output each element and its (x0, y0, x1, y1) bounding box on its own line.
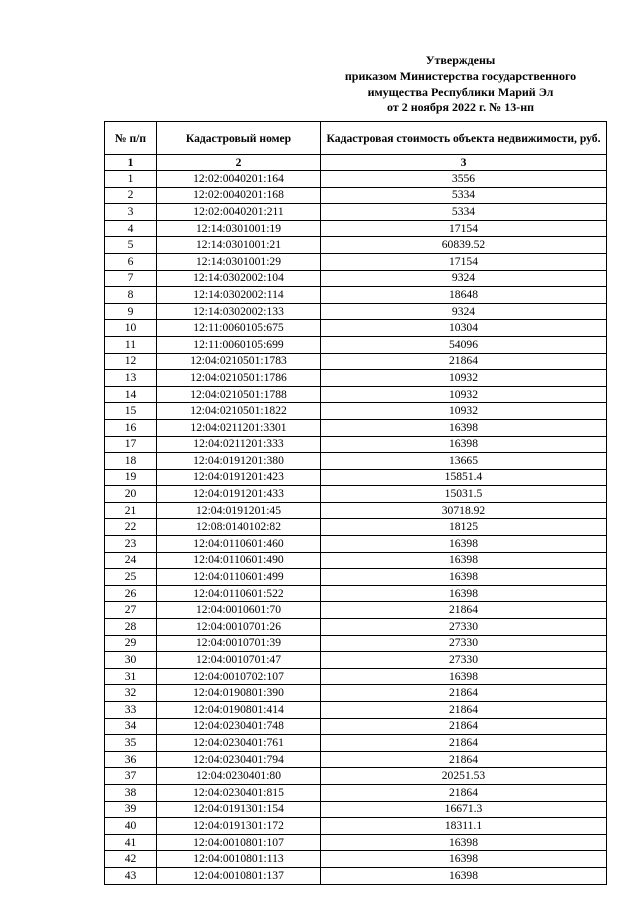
header-cadastral-number: Кадастровый номер (157, 122, 321, 155)
table-row (105, 453, 607, 470)
cell-cadastral-value: 16398 (321, 834, 607, 851)
cell-index: 25 (105, 569, 157, 586)
table-row (105, 867, 607, 884)
cell-index: 18 (105, 453, 157, 470)
table-row (105, 735, 607, 752)
table-row (105, 718, 607, 735)
approval-line-date: от 2 ноября 2022 г. № 13-нп (386, 100, 535, 115)
cell-index: 34 (105, 718, 157, 735)
cell-cadastral-value: 5334 (321, 204, 607, 221)
cell-cadastral-number: 12:04:0191201:423 (157, 469, 321, 486)
cell-cadastral-number: 12:14:0302002:114 (157, 287, 321, 304)
cell-cadastral-value: 21864 (321, 602, 607, 619)
cell-index: 9 (105, 303, 157, 320)
cell-cadastral-number: 12:04:0010701:47 (157, 652, 321, 669)
approval-line-ministry: имущества Республики Марий Эл (367, 84, 554, 99)
table-row (105, 784, 607, 801)
cell-cadastral-number: 12:04:0010801:137 (157, 867, 321, 884)
approval-block (318, 53, 603, 116)
cell-index: 1 (105, 171, 157, 188)
table-body (105, 171, 607, 885)
cell-cadastral-value: 27330 (321, 652, 607, 669)
cell-cadastral-number: 12:04:0010801:107 (157, 834, 321, 851)
cell-cadastral-number: 12:04:0230401:761 (157, 735, 321, 752)
cell-index: 24 (105, 552, 157, 569)
cell-cadastral-number: 12:04:0211201:3301 (157, 419, 321, 436)
cell-cadastral-number: 12:14:0301001:19 (157, 220, 321, 237)
cell-index: 29 (105, 635, 157, 652)
cell-cadastral-value: 9324 (321, 303, 607, 320)
table-row (105, 801, 607, 818)
cell-cadastral-number: 12:04:0191301:172 (157, 818, 321, 835)
cell-index: 8 (105, 287, 157, 304)
cell-index: 15 (105, 403, 157, 420)
cell-index: 11 (105, 336, 157, 353)
cadastral-value-table (104, 121, 607, 885)
table-row (105, 204, 607, 221)
cell-cadastral-number: 12:14:0301001:21 (157, 237, 321, 254)
cell-index: 23 (105, 536, 157, 553)
cell-index: 3 (105, 204, 157, 221)
cell-cadastral-number: 12:04:0211201:333 (157, 436, 321, 453)
cell-index: 41 (105, 834, 157, 851)
cell-cadastral-value: 16398 (321, 668, 607, 685)
approval-line-order: приказом Министерства государственного (344, 68, 577, 83)
table-row (105, 386, 607, 403)
cell-cadastral-number: 12:11:0060105:699 (157, 336, 321, 353)
cell-cadastral-value: 10304 (321, 320, 607, 337)
cell-cadastral-value: 30718.92 (321, 502, 607, 519)
cell-index: 16 (105, 419, 157, 436)
cell-index: 28 (105, 619, 157, 636)
table-row (105, 486, 607, 503)
cell-cadastral-number: 12:14:0301001:29 (157, 253, 321, 270)
table-row (105, 619, 607, 636)
cell-cadastral-number: 12:04:0191201:380 (157, 453, 321, 470)
cell-cadastral-value: 10932 (321, 403, 607, 420)
cell-index: 27 (105, 602, 157, 619)
table-row (105, 287, 607, 304)
table-header (105, 122, 607, 171)
cell-cadastral-value: 18125 (321, 519, 607, 536)
cell-cadastral-number: 12:04:0110601:499 (157, 569, 321, 586)
cell-cadastral-value: 16398 (321, 867, 607, 884)
table-row (105, 469, 607, 486)
cell-cadastral-value: 15031.5 (321, 486, 607, 503)
cell-cadastral-number: 12:04:0230401:794 (157, 751, 321, 768)
cell-index: 22 (105, 519, 157, 536)
table-row (105, 751, 607, 768)
cell-index: 42 (105, 851, 157, 868)
header-number-3: 3 (321, 155, 607, 171)
cell-cadastral-number: 12:04:0210501:1822 (157, 403, 321, 420)
cell-cadastral-value: 21864 (321, 702, 607, 719)
header-index: № п/п (105, 122, 157, 155)
cell-index: 39 (105, 801, 157, 818)
cell-index: 20 (105, 486, 157, 503)
cell-cadastral-value: 17154 (321, 220, 607, 237)
cell-cadastral-number: 12:04:0191201:433 (157, 486, 321, 503)
table-row (105, 602, 607, 619)
header-number-1: 1 (105, 155, 157, 171)
cell-index: 13 (105, 370, 157, 387)
cell-index: 36 (105, 751, 157, 768)
cell-cadastral-value: 18311.1 (321, 818, 607, 835)
cell-cadastral-number: 12:04:0190801:390 (157, 685, 321, 702)
cell-cadastral-number: 12:04:0210501:1783 (157, 353, 321, 370)
approval-line-approved: Утверждены (425, 53, 496, 67)
table-row (105, 536, 607, 553)
cell-cadastral-value: 21864 (321, 751, 607, 768)
cell-cadastral-value: 21864 (321, 718, 607, 735)
cell-cadastral-value: 16398 (321, 536, 607, 553)
cell-cadastral-value: 17154 (321, 253, 607, 270)
table-row (105, 668, 607, 685)
cell-cadastral-number: 12:04:0190801:414 (157, 702, 321, 719)
cell-cadastral-value: 16398 (321, 552, 607, 569)
cell-index: 12 (105, 353, 157, 370)
table-row (105, 569, 607, 586)
table-row (105, 353, 607, 370)
cell-index: 32 (105, 685, 157, 702)
cell-index: 10 (105, 320, 157, 337)
cell-cadastral-value: 3556 (321, 171, 607, 188)
cell-index: 5 (105, 237, 157, 254)
cell-cadastral-number: 12:02:0040201:211 (157, 204, 321, 221)
cell-index: 30 (105, 652, 157, 669)
cell-cadastral-number: 12:08:0140102:82 (157, 519, 321, 536)
cell-index: 26 (105, 585, 157, 602)
cell-cadastral-value: 15851.4 (321, 469, 607, 486)
table-row (105, 585, 607, 602)
cell-index: 2 (105, 187, 157, 204)
cell-cadastral-value: 10932 (321, 386, 607, 403)
cell-cadastral-value: 21864 (321, 685, 607, 702)
cell-index: 40 (105, 818, 157, 835)
table-row (105, 818, 607, 835)
cell-cadastral-number: 12:04:0110601:490 (157, 552, 321, 569)
table-row (105, 685, 607, 702)
cell-cadastral-number: 12:14:0302002:133 (157, 303, 321, 320)
cell-cadastral-value: 16398 (321, 419, 607, 436)
table-row (105, 320, 607, 337)
cell-index: 38 (105, 784, 157, 801)
cell-cadastral-value: 16671.3 (321, 801, 607, 818)
table-row (105, 851, 607, 868)
cell-cadastral-value: 16398 (321, 436, 607, 453)
table-row (105, 519, 607, 536)
cell-cadastral-number: 12:04:0230401:815 (157, 784, 321, 801)
table-row (105, 403, 607, 420)
cell-cadastral-value: 27330 (321, 619, 607, 636)
cell-cadastral-value: 60839.52 (321, 237, 607, 254)
cell-cadastral-value: 21864 (321, 735, 607, 752)
cell-cadastral-number: 12:04:0110601:460 (157, 536, 321, 553)
cell-index: 31 (105, 668, 157, 685)
cell-cadastral-number: 12:04:0230401:748 (157, 718, 321, 735)
cell-index: 6 (105, 253, 157, 270)
cell-index: 33 (105, 702, 157, 719)
cell-cadastral-number: 12:14:0302002:104 (157, 270, 321, 287)
cell-cadastral-value: 20251.53 (321, 768, 607, 785)
cell-cadastral-value: 18648 (321, 287, 607, 304)
cell-cadastral-value: 21864 (321, 784, 607, 801)
cell-index: 4 (105, 220, 157, 237)
cell-cadastral-value: 5334 (321, 187, 607, 204)
cell-cadastral-number: 12:04:0010702:107 (157, 668, 321, 685)
table-row (105, 436, 607, 453)
cell-cadastral-number: 12:04:0210501:1786 (157, 370, 321, 387)
cell-cadastral-number: 12:04:0210501:1788 (157, 386, 321, 403)
cell-cadastral-value: 54096 (321, 336, 607, 353)
cell-index: 7 (105, 270, 157, 287)
cell-cadastral-value: 21864 (321, 353, 607, 370)
table-row (105, 220, 607, 237)
cell-index: 43 (105, 867, 157, 884)
table-row (105, 502, 607, 519)
table-row (105, 270, 607, 287)
table-row (105, 652, 607, 669)
cell-cadastral-number: 12:04:0230401:80 (157, 768, 321, 785)
table-row (105, 336, 607, 353)
header-number-2: 2 (157, 155, 321, 171)
cell-cadastral-number: 12:02:0040201:168 (157, 187, 321, 204)
table-row (105, 768, 607, 785)
cell-cadastral-number: 12:11:0060105:675 (157, 320, 321, 337)
table-row (105, 187, 607, 204)
cell-cadastral-value: 16398 (321, 585, 607, 602)
table-row (105, 702, 607, 719)
cell-cadastral-value: 9324 (321, 270, 607, 287)
cell-cadastral-number: 12:04:0191301:154 (157, 801, 321, 818)
cell-cadastral-number: 12:04:0010701:39 (157, 635, 321, 652)
cell-cadastral-value: 27330 (321, 635, 607, 652)
cell-cadastral-value: 16398 (321, 851, 607, 868)
cell-cadastral-value: 16398 (321, 569, 607, 586)
cell-index: 14 (105, 386, 157, 403)
cell-cadastral-number: 12:04:0010701:26 (157, 619, 321, 636)
header-cadastral-value: Кадастровая стоимость объекта недвижимости, руб. (321, 122, 607, 155)
table-row (105, 834, 607, 851)
cell-cadastral-number: 12:04:0010601:70 (157, 602, 321, 619)
cell-index: 37 (105, 768, 157, 785)
table-row (105, 419, 607, 436)
table-row (105, 171, 607, 188)
table-row (105, 552, 607, 569)
cell-cadastral-number: 12:04:0191201:45 (157, 502, 321, 519)
cell-cadastral-number: 12:02:0040201:164 (157, 171, 321, 188)
header-row (105, 122, 607, 155)
header-number-row (105, 155, 607, 171)
table-row (105, 303, 607, 320)
cell-index: 35 (105, 735, 157, 752)
table-row (105, 237, 607, 254)
cell-cadastral-number: 12:04:0010801:113 (157, 851, 321, 868)
cell-index: 21 (105, 502, 157, 519)
table-row (105, 635, 607, 652)
cell-cadastral-value: 10932 (321, 370, 607, 387)
table-row (105, 370, 607, 387)
cell-cadastral-value: 13665 (321, 453, 607, 470)
cell-cadastral-number: 12:04:0110601:522 (157, 585, 321, 602)
cell-index: 17 (105, 436, 157, 453)
table-row (105, 253, 607, 270)
cell-index: 19 (105, 469, 157, 486)
